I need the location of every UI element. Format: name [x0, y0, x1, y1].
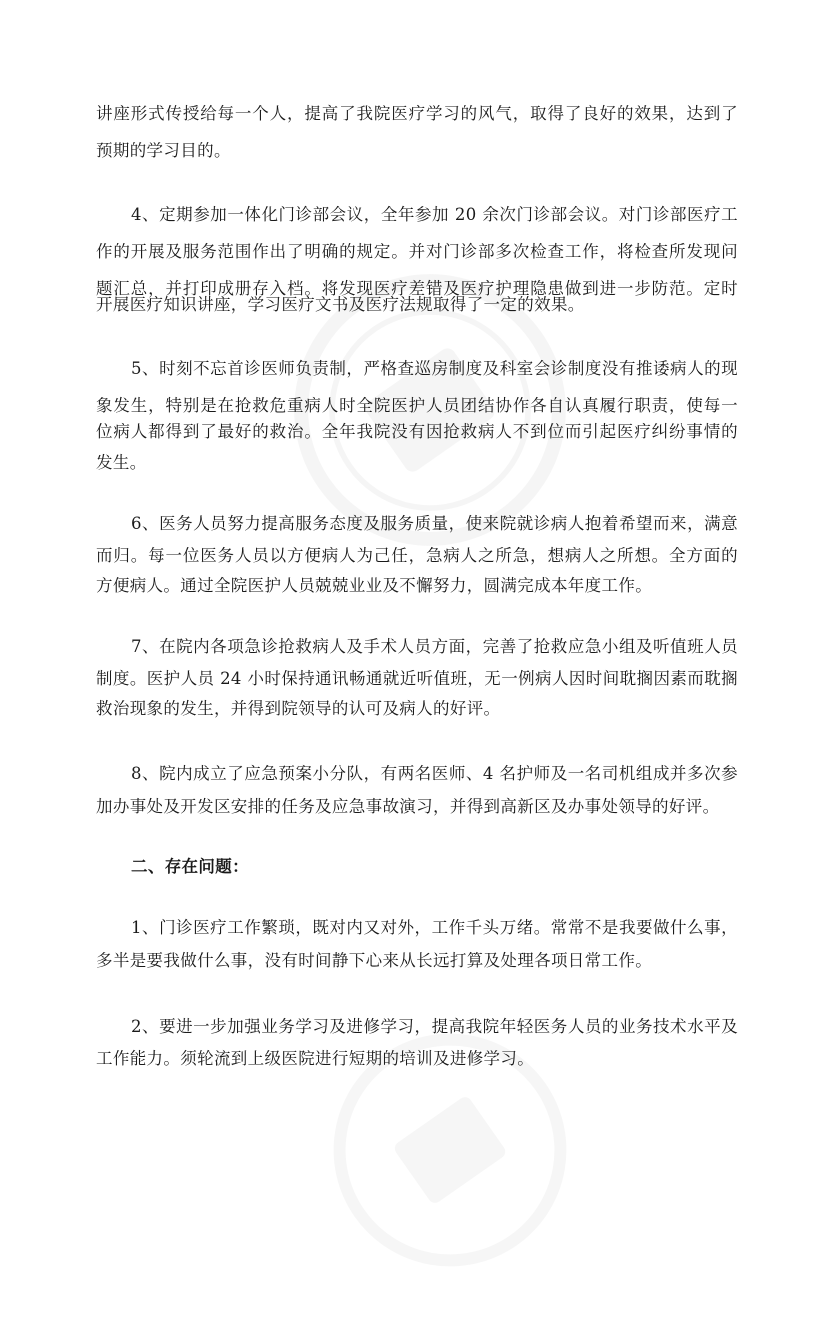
paragraph-line: 而归。每一位医务人员以方便病人为己任，急病人之所急，想病人之所想。全方面的: [96, 546, 738, 565]
paragraph-line: 4、定期参加一体化门诊部会议，全年参加 20 余次门诊部会议。对门诊部医疗工: [131, 205, 738, 224]
paragraph-line: 5、时刻不忘首诊医师负责制，严格查巡房制度及科室会诊制度没有推诿病人的现: [131, 359, 738, 378]
paragraph-line: 加办事处及开发区安排的任务及应急事故演习，并得到高新区及办事处领导的好评。: [96, 797, 720, 816]
paragraph-line: 象发生，特别是在抢救危重病人时全院医护人员团结协作各自认真履行职责，使每一: [96, 396, 738, 415]
paragraph-line: 多半是要我做什么事，没有时间静下心来从长远打算及处理各项日常工作。: [96, 951, 653, 970]
paragraph-line: 8、院内成立了应急预案小分队，有两名医师、4 名护师及一名司机组成并多次参: [131, 764, 738, 783]
paragraph-line: 救治现象的发生，并得到院领导的认可及病人的好评。: [96, 699, 501, 718]
paragraph-line: 讲座形式传授给每一个人，提高了我院医疗学习的风气，取得了良好的效果，达到了: [96, 104, 738, 123]
section-heading: 二、存在问题：: [131, 857, 249, 876]
paragraph-line: 预期的学习目的。: [96, 141, 231, 160]
paragraph-line: 工作能力。须轮流到上级医院进行短期的培训及进修学习。: [96, 1049, 535, 1068]
paragraph-line: 发生。: [96, 453, 147, 472]
paragraph-line: 6、医务人员努力提高服务态度及服务质量，使来院就诊病人抱着希望而来，满意: [131, 514, 738, 533]
paragraph-line: 位病人都得到了最好的救治。全年我院没有因抢救病人不到位而引起医疗纠纷事情的: [96, 422, 738, 441]
paragraph-line: 7、在院内各项急诊抢救病人及手术人员方面，完善了抢救应急小组及听值班人员: [131, 637, 738, 656]
paragraph-line: 2、要进一步加强业务学习及进修学习，提高我院年轻医务人员的业务技术水平及: [131, 1017, 738, 1036]
paragraph-line: 题汇总，并打印成册存入档。将发现医疗差错及医疗护理隐患做到进一步防范。定时: [96, 279, 738, 298]
paragraph-line: 制度。医护人员 24 小时保持通讯畅通就近听值班，无一例病人因时间耽搁因素而耽搁: [96, 669, 738, 688]
paragraph-line: 1、门诊医疗工作繁琐，既对内又对外，工作千头万绪。常常不是我要做什么事，: [131, 918, 738, 937]
paragraph-line: 作的开展及服务范围作出了明确的规定。并对门诊部多次检查工作，将检查所发现问: [96, 242, 738, 261]
paragraph-line: 方便病人。通过全院医护人员兢兢业业及不懈努力，圆满完成本年度工作。: [96, 576, 653, 595]
paragraph-line: 开展医疗知识讲座，学习医疗文书及医疗法规取得了一定的效果。: [96, 295, 585, 314]
